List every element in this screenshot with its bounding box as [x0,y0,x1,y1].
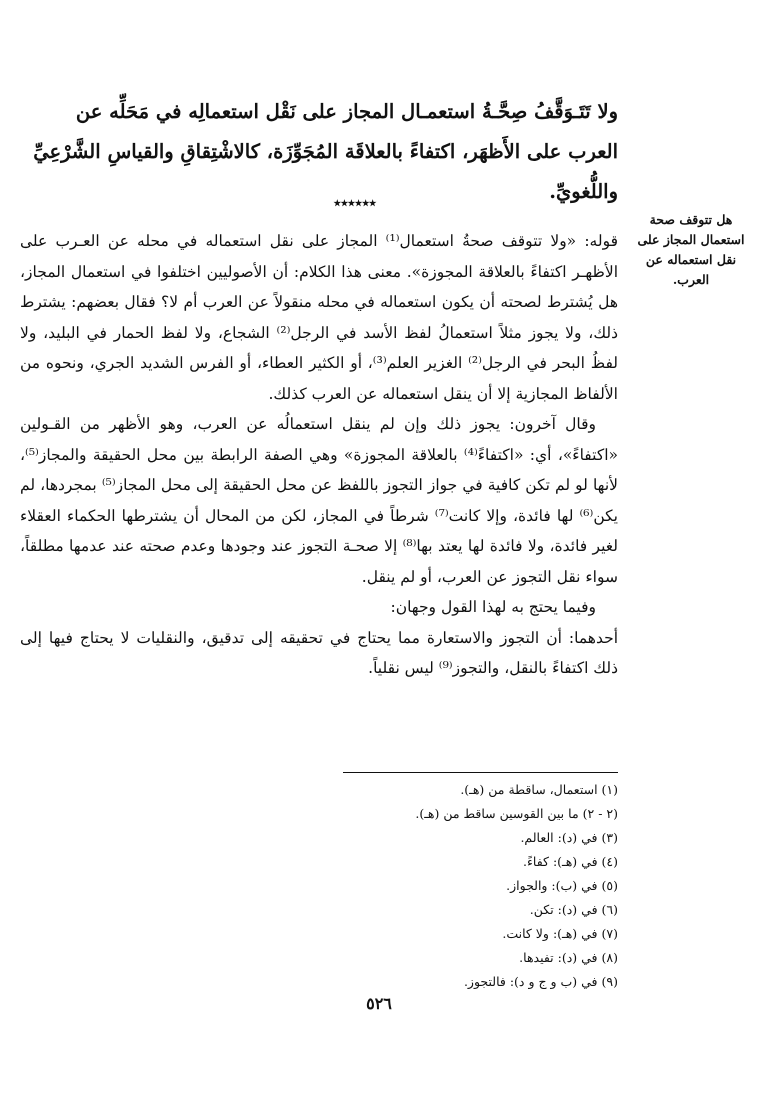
footnote-5: (٥) في (ب): والجواز. [506,878,618,893]
paragraph-2: وقال آخرون: يجوز ذلك وإن لم ينقل استعمالُه عن العرب، وهو الأظهر من القـولين «اكتفاءً»، أي: «اكتفاءً⁽⁴⁾ بالعلاقة المجوزة» وهي الصفة الرابطة بين محل الحقيقة والمجاز⁽⁵⁾، لأنها لو لم تكن كافية في جواز التجوز باللفظ عن محل الحقيقة إلى محل المجاز⁽⁵⁾ بمجردها، لم يكن⁽⁶⁾ لها فائدة، وإلا كانت⁽⁷⁾ شرطاً في المجاز، لكن من المحال أن يشترطها الحكماء العقلاء لغير فائدة، ولا فائدة لها يعتد بها⁽⁸⁾ إلا صحـة التجوز عند وجودها وعدم صحته عند عدمها مطلقاً، سواء نقل التجوز عن العرب، أو لم ينقل. [20,415,618,586]
footnotes [198,778,618,994]
footnote-4: (٤) في (هـ): كفاءً. [523,854,618,869]
section-separator: ٭٭٭٭٭٭ [333,196,377,211]
footnote-8: (٨) في (د): تفيدها. [519,950,618,965]
footnote-2: (٢ - ٢) ما بين القوسين ساقط من (هـ). [415,806,618,821]
matn-heading [20,92,618,212]
page-number: ٥٢٦ [366,994,392,1013]
footnote-divider [343,772,618,773]
paragraph-1: قوله: «ولا تتوقف صحةُ استعمال⁽¹⁾ المجاز على نقل استعماله في محله عن العـرب على الأظهـر اكتفاءً بالعلاقة المجوزة». معنى هذا الكلام: أن الأصوليين اختلفوا في استعمال المجاز، هل يُشترط لصحته أن يكون استعماله في محله منقولاً عن العرب أم لا؟ فقال بعضهم: يشترط ذلك، ولا يجوز مثلاً استعمالُ لفظ الأسد في الرجل⁽²⁾ الشجاع، ولا لفظ الحمار في البليد، ولا لفظُ البحر في الرجل⁽²⁾ الغزير العلم⁽³⁾، أو الكثير العطاء، أو الفرس الشديد الجري، ونحوه من الألفاظ المجازية إلا أن ينقل استعماله عن العرب كذلك. [20,232,619,403]
paragraph-4: أحدهما: أن التجوز والاستعارة مما يحتاج في تحقيقه إلى تدقيق، والنقليات لا يحتاج فيها إلى ذلك اكتفاءً بالنقل، والتجوز⁽⁹⁾ ليس نقلياً. [20,628,618,677]
matn-line-1: ولا تَتَـوَقَّفُ صِحَّـةُ استعمـال المجاز على نَقْل استعمالِه في مَحَلِّه عن [75,100,618,123]
margin-note: هل تتوقف صحة استعمال المجاز على نقل استعماله عن العرب. [637,212,745,287]
footnote-3: (٣) في (د): العالم. [520,830,618,845]
footnote-7: (٧) في (هـ): ولا كانت. [502,926,618,941]
matn-line-3: واللُّغويِّ. [549,180,618,203]
footnote-9: (٩) في (ب و ج و د): فالتجوز. [463,974,618,989]
footnote-1: (١) استعمال، ساقطة من (هـ). [460,782,618,797]
commentary-body [20,226,618,684]
footnote-6: (٦) في (د): تكن. [529,902,618,917]
matn-line-2: العرب على الأَظهَر، اكتفاءً بالعلاقَة المُجَوِّزَة، كالاشْتِقاقِ والقياسِ الشَّرْعِيِّ [33,140,618,163]
paragraph-3: وفيما يحتج به لهذا القول وجهان: [390,598,596,616]
